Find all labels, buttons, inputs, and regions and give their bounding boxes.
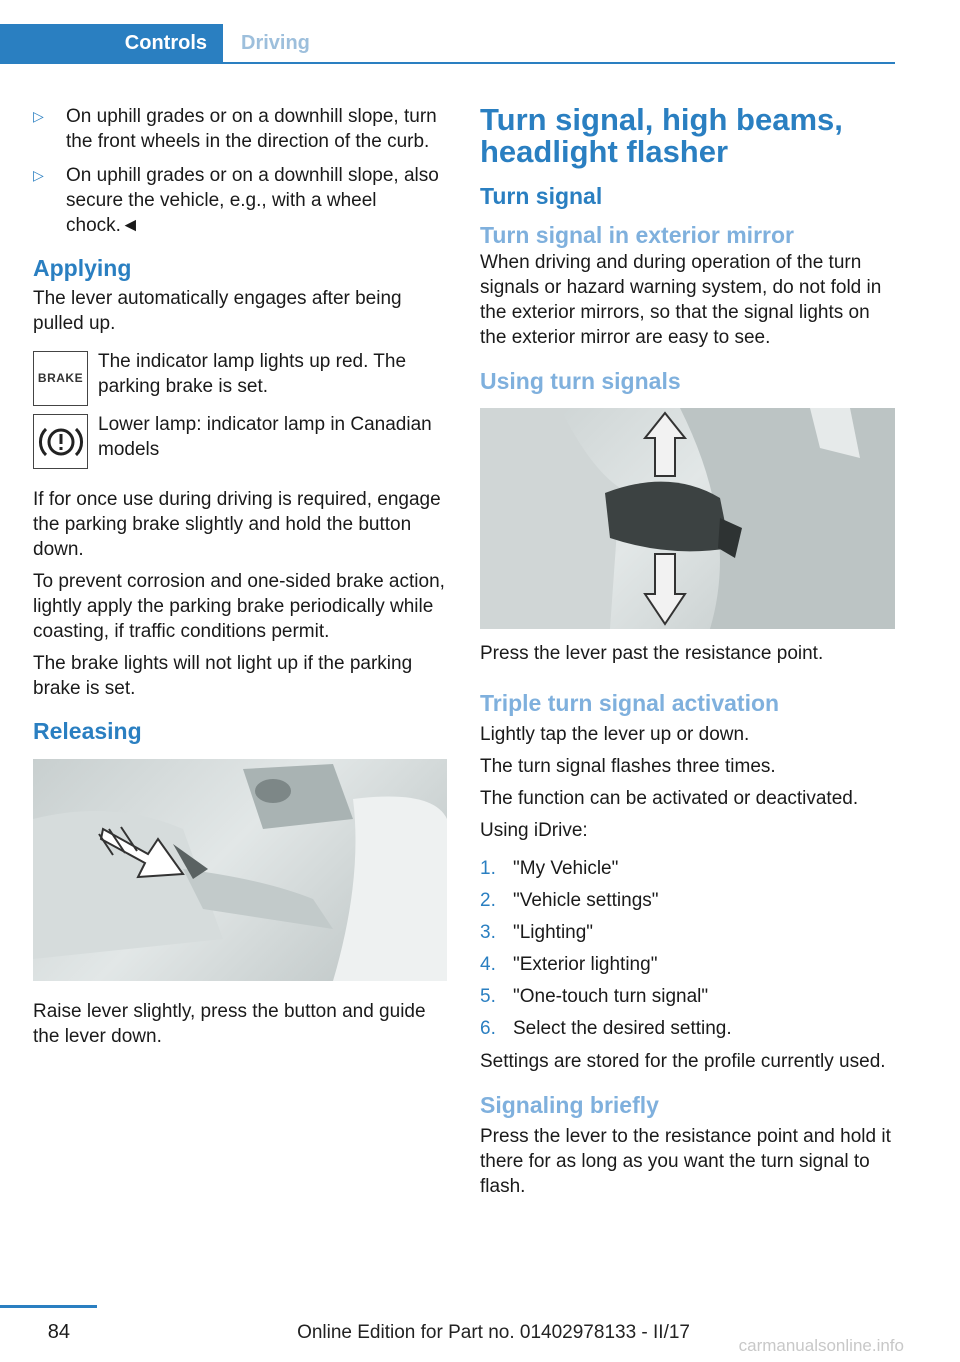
paragraph: The function can be activated or deactivated. bbox=[480, 788, 859, 809]
brake-indicator-text: The indicator lamp lights up red. The parking brake is set. bbox=[98, 351, 407, 397]
canadian-indicator-row bbox=[33, 412, 447, 469]
step-text: "Lighting" bbox=[513, 922, 594, 943]
tab-driving[interactable]: Driving bbox=[241, 32, 310, 54]
signaling-briefly-heading: Signaling briefly bbox=[480, 1092, 659, 1118]
triple-turn-heading: Triple turn signal activation bbox=[480, 690, 780, 716]
releasing-heading: Releasing bbox=[33, 718, 142, 744]
step-text: "Exterior lighting" bbox=[513, 954, 658, 975]
watermark: carmanualsonline.info bbox=[738, 1336, 904, 1355]
step-text: Select the desired setting. bbox=[513, 1018, 732, 1039]
tab-controls[interactable]: Controls bbox=[0, 24, 223, 62]
mirror-heading: Turn signal in exterior mirror bbox=[480, 222, 794, 248]
list-item bbox=[480, 920, 895, 945]
using-turn-signals-heading: Using turn signals bbox=[480, 368, 681, 394]
right-column bbox=[480, 104, 895, 1206]
list-item bbox=[480, 856, 895, 881]
turn-signal-heading: Turn signal bbox=[480, 183, 603, 209]
idrive-steps bbox=[480, 856, 895, 1041]
step-number: 6. bbox=[480, 1018, 496, 1039]
paragraph: To prevent corrosion and one-sided brake action, lightly apply the parking brake periodically while coasting, if traffic conditions permit. bbox=[33, 571, 445, 642]
bullet-text: On uphill grades or on a downhill slope, turn the front wheels in the direction of the curb. bbox=[66, 106, 437, 152]
settings-text: Settings are stored for the profile currently used. bbox=[480, 1051, 886, 1072]
page-title: Turn signal, high beams, headlight flasher bbox=[480, 102, 843, 169]
paragraph: Lightly tap the lever up or down. bbox=[480, 724, 750, 745]
brake-icon-label: BRAKE bbox=[37, 371, 84, 385]
applying-text: The lever automatically engages after being pulled up. bbox=[33, 288, 402, 334]
canadian-indicator-text: Lower lamp: indicator lamp in Canadian models bbox=[98, 414, 432, 460]
paragraph: The brake lights will not light up if the parking brake is set. bbox=[33, 653, 413, 699]
list-item bbox=[480, 984, 895, 1009]
parking-brake-circle-icon bbox=[33, 414, 88, 469]
mirror-text: When driving and during operation of the turn signals or hazard warning system, do not fold in the exterior mirrors, so that the signal lights on the exterior mirror are easy to see. bbox=[480, 252, 882, 348]
page-number: 84 bbox=[47, 1321, 70, 1343]
triangle-bullet-icon: ▷ bbox=[33, 108, 44, 124]
parking-brake-lever-image bbox=[33, 759, 447, 981]
paragraph: The turn signal flashes three times. bbox=[480, 756, 776, 777]
step-number: 4. bbox=[480, 954, 496, 975]
briefly-text: Press the lever to the resistance point and hold it there for as long as you want the turn signal to flash. bbox=[480, 1126, 891, 1197]
edition-note: Online Edition for Part no. 01402978133 - II/17 bbox=[297, 1322, 690, 1343]
list-item bbox=[480, 1016, 895, 1041]
list-item bbox=[33, 104, 447, 154]
step-text: "One-touch turn signal" bbox=[513, 986, 709, 1007]
step-text: "My Vehicle" bbox=[513, 858, 619, 879]
using-caption: Press the lever past the resistance point. bbox=[480, 643, 824, 664]
paragraph: Using iDrive: bbox=[480, 820, 588, 841]
step-number: 3. bbox=[480, 922, 496, 943]
releasing-caption: Raise lever slightly, press the button and guide the lever down. bbox=[33, 1001, 426, 1047]
turn-signal-lever-image bbox=[480, 408, 895, 629]
list-item bbox=[480, 888, 895, 913]
triangle-bullet-icon: ▷ bbox=[33, 167, 44, 183]
list-item bbox=[480, 952, 895, 977]
brake-indicator-icon bbox=[33, 351, 88, 406]
step-number: 1. bbox=[480, 858, 496, 879]
left-column bbox=[33, 104, 447, 1056]
list-item bbox=[33, 163, 447, 238]
step-number: 2. bbox=[480, 890, 496, 911]
bullet-text: On uphill grades or on a downhill slope, also secure the vehicle, e.g., with a wheel chock.◄ bbox=[66, 165, 439, 236]
step-number: 5. bbox=[480, 986, 496, 1007]
paragraph: If for once use during driving is required, engage the parking brake slightly and hold the button down. bbox=[33, 489, 441, 560]
applying-heading: Applying bbox=[33, 255, 132, 281]
step-text: "Vehicle settings" bbox=[513, 890, 659, 911]
brake-indicator-row bbox=[33, 349, 447, 406]
footer-rule bbox=[0, 1305, 97, 1308]
